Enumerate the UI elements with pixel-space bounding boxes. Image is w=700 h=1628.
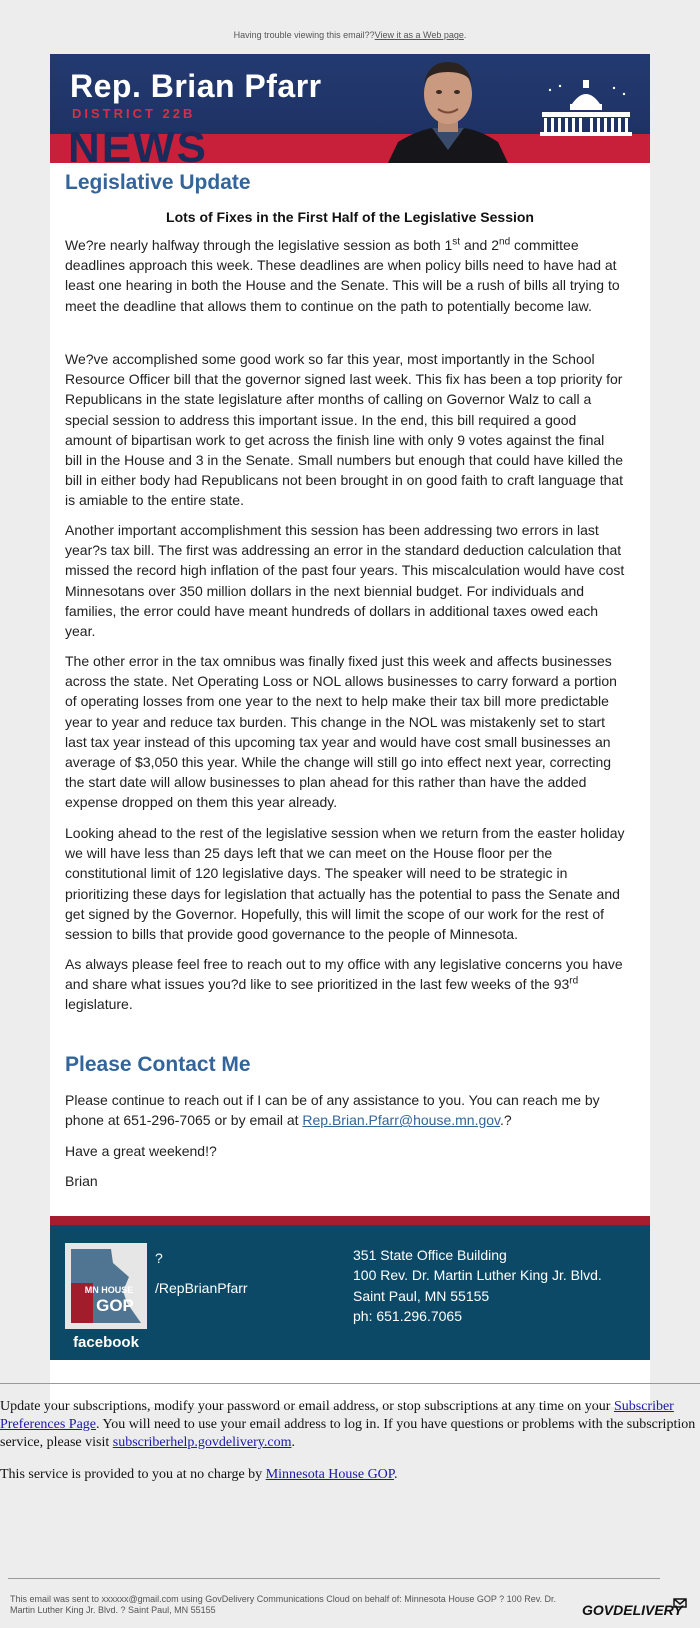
facebook-column <box>155 1243 248 1303</box>
legal-notice: This email was sent to xxxxxx@gmail.com using GovDelivery Communications Cloud on behalf of: Minnesota House GOP ? 100 Rev. Dr. Martin Luther King Jr. Blvd. ? Saint Paul, MN 55155 <box>10 1594 557 1615</box>
paragraph-5: Looking ahead to the rest of the legislative session when we return from the easter holiday we will have less than 25 days left that we can meet on the House floor per the constitutional limit of 120 legislative days. The speaker will need to be strategic in prioritizing these days for legislation that actually has the potential to pass the Senate and get signed by the Governor. Hopefully, this will limit the scope of our work for the rest of session to bills that provide good governance to the people of Minnesota. <box>65 825 625 943</box>
preheader-suffix: . <box>463 30 467 40</box>
subscriber-help-link[interactable]: subscriberhelp.govdelivery.com <box>112 1435 292 1450</box>
legislative-update-heading: Legislative Update <box>65 171 251 194</box>
service-provided-paragraph: This service is provided to you at no charge by Minnesota House GOP. <box>0 1467 398 1482</box>
office-address <box>353 1245 602 1326</box>
subscription-divider <box>0 1383 700 1384</box>
contact-paragraph: Please continue to reach out if I can be of any assistance to you. You can reach me by phone at 651-296-7065 or by email at Rep.Brian.Pfarr@house.mn.gov.? <box>65 1092 600 1129</box>
article-subhead: Lots of Fixes in the First Half of the Legislative Session <box>166 209 534 225</box>
paragraph-6: As always please feel free to reach out to my office with any legislative concerns you have and share what issues you?d like to see prioritized in the last few weeks of the 93rd legislature. <box>65 956 623 1013</box>
govdelivery-logo[interactable] <box>580 1597 690 1619</box>
govdelivery-wordmark: GOVDELIVERY <box>582 1602 683 1618</box>
legal-divider <box>8 1578 660 1579</box>
paragraph-3: Another important accomplishment this session has been addressing two errors in last year?s tax bill. The first was addressing an error in the standard deduction calculation that missed the record high inflation of the past four years. This miscalculation would have cost Minnesotans over 350 million dollars in the next biennial budget. For individuals and families, the error could have meant hundreds of dollars in additional taxes owed each year. <box>65 522 625 640</box>
signature-name: Brian <box>65 1173 98 1189</box>
header-banner <box>50 54 650 163</box>
subscription-paragraph: Update your subscriptions, modify your password or email address, or stop subscriptions at any time on your Subscriber Preferences Page. You will need to use your email address to log in. If you have questions or problems with the subscription service, please visit subscriberhelp.govdelivery.com. <box>0 1399 696 1450</box>
closing-greeting: Have a great weekend!? <box>65 1143 217 1159</box>
address-line-2: 100 Rev. Dr. Martin Luther King Jr. Blvd. <box>353 1267 602 1284</box>
web-page-link[interactable]: View it as a Web page <box>374 30 464 40</box>
minnesota-house-gop-link[interactable]: Minnesota House GOP <box>265 1467 395 1482</box>
logo-bottom-text: GOP <box>96 1296 134 1315</box>
contact-footer <box>50 1216 650 1360</box>
logo-top-text: MN HOUSE <box>84 1285 134 1295</box>
paragraph-2: We?ve accomplished some good work so far this year, most importantly in the School Resource Officer bill that the governor signed last week. This fix has been a top priority for Republicans in the state legislature after months of calling on Governor Walz to call a special session to address this important issue. In the end, this bill required a good amount of bipartisan work to get across the finish line with only 9 votes against the final bill in the House and 3 in the Senate. Small numbers but enough that could have killed the bill in either body had Republicans not been brought in on good faith to craft language that is amiable to the entire state. <box>65 351 624 509</box>
facebook-placeholder: ? <box>155 1250 163 1266</box>
facebook-handle[interactable]: /RepBrianPfarr <box>155 1280 248 1296</box>
preheader <box>0 30 700 40</box>
address-line-1: 351 State Office Building <box>353 1247 507 1263</box>
banner-district: DISTRICT 22B <box>72 106 196 121</box>
newsletter-card <box>50 54 650 1407</box>
facebook-wordmark: facebook <box>73 1334 139 1351</box>
banner-news-word: NEWS <box>68 123 208 163</box>
rep-portrait-image <box>388 54 508 163</box>
contact-heading: Please Contact Me <box>65 1053 251 1076</box>
subscriber-preferences-link[interactable]: Subscriber Preferences Page <box>0 1399 674 1432</box>
mn-house-gop-facebook-logo[interactable] <box>65 1243 147 1353</box>
office-phone: ph: 651.296.7065 <box>353 1307 462 1324</box>
preheader-text: Having trouble viewing this email?? <box>233 30 375 40</box>
capitol-building-icon <box>538 78 634 138</box>
address-line-3: Saint Paul, MN 55155 <box>353 1287 490 1304</box>
paragraph-1: We?re nearly halfway through the legislative session as both 1st and 2nd committee deadlines approach this week. These deadlines are when policy bills need to have had at least one hearing in both the House and the Senate. This will be a rush of bills all trying to meet the deadline that allows them to continue on the path to potentially become law. <box>65 236 620 314</box>
banner-rep-name: Rep. Brian Pfarr <box>70 68 322 104</box>
paragraph-4: The other error in the tax omnibus was finally fixed just this week and affects businesses across the state. Net Operating Loss or NOL allows businesses to carry forward a portion of operating losses from one year to the next to help make their tax bill more predictable year to year and reduce tax burden. This change in the NOL was mistakenly set to start last tax year instead of this upcoming tax year and would have cost small businesses an average of $3,050 this year. While the change will still go into effect next year, correcting the start date will allow businesses to plan ahead for this rather than have the added expense dropped on them this year already. <box>65 653 617 811</box>
email-link[interactable]: Rep.Brian.Pfarr@house.mn.gov <box>302 1112 500 1129</box>
